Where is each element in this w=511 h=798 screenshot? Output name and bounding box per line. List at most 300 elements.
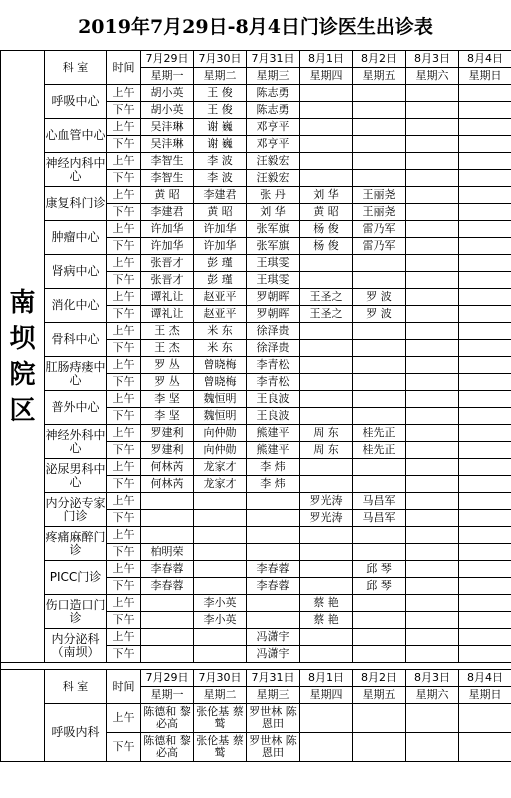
doctor-cell (247, 510, 300, 527)
doctor-cell (300, 85, 353, 102)
column-header-weekday: 星期三 (247, 68, 300, 85)
doctor-cell (406, 357, 459, 374)
doctor-cell: 柏明荣 (141, 544, 194, 561)
doctor-cell: 张伦基 蔡 鹫 (194, 733, 247, 762)
doctor-cell: 李 波 (194, 153, 247, 170)
doctor-cell: 王 杰 (141, 340, 194, 357)
doctor-cell: 张军旗 (247, 238, 300, 255)
doctor-cell (300, 391, 353, 408)
doctor-cell: 谢 巍 (194, 119, 247, 136)
doctor-cell (406, 510, 459, 527)
department-name: 呼吸内科 (45, 704, 107, 762)
doctor-cell (406, 629, 459, 646)
table-row (1, 85, 511, 102)
doctor-cell (406, 340, 459, 357)
doctor-cell (459, 527, 511, 544)
period-label: 下午 (107, 238, 141, 255)
doctor-cell: 吴沣琳 (141, 119, 194, 136)
doctor-cell: 罗朝晖 (247, 289, 300, 306)
table-row (1, 527, 511, 544)
doctor-cell (406, 323, 459, 340)
doctor-cell: 蔡 艳 (300, 612, 353, 629)
doctor-cell: 蔡 艳 (300, 595, 353, 612)
doctor-cell: 周 东 (300, 425, 353, 442)
doctor-cell (353, 459, 406, 476)
doctor-cell: 汪毅宏 (247, 170, 300, 187)
doctor-cell (459, 85, 511, 102)
period-label: 下午 (107, 136, 141, 153)
period-label: 上午 (107, 153, 141, 170)
table-row (1, 255, 511, 272)
doctor-cell: 罗 波 (353, 306, 406, 323)
doctor-cell: 李 坚 (141, 391, 194, 408)
column-header-date: 8月3日 (406, 51, 459, 68)
department-name: 肿瘤中心 (45, 221, 107, 255)
column-header-date: 7月31日 (247, 51, 300, 68)
doctor-cell (300, 323, 353, 340)
department-name: 内分泌专家门诊 (45, 493, 107, 527)
period-label: 上午 (107, 459, 141, 476)
department-name: 康复科门诊 (45, 187, 107, 221)
department-name: 伤口造口门诊 (45, 595, 107, 629)
doctor-cell (194, 561, 247, 578)
doctor-cell (300, 374, 353, 391)
doctor-cell: 王丽尧 (353, 187, 406, 204)
period-label: 上午 (107, 493, 141, 510)
column-header-weekday: 星期日 (459, 68, 511, 85)
doctor-cell: 马昌军 (353, 510, 406, 527)
table-row (1, 595, 511, 612)
header-row-dates (1, 670, 511, 687)
period-label: 下午 (107, 272, 141, 289)
doctor-cell: 魏恒明 (194, 408, 247, 425)
doctor-cell (406, 153, 459, 170)
doctor-cell (459, 170, 511, 187)
doctor-cell: 马昌军 (353, 493, 406, 510)
column-header-weekday: 星期四 (300, 68, 353, 85)
doctor-cell (247, 612, 300, 629)
doctor-cell: 李青松 (247, 357, 300, 374)
doctor-cell: 陈志勇 (247, 102, 300, 119)
period-label: 上午 (107, 595, 141, 612)
doctor-cell (459, 102, 511, 119)
doctor-cell (353, 102, 406, 119)
doctor-cell (406, 612, 459, 629)
doctor-cell (300, 704, 353, 733)
period-label: 上午 (107, 629, 141, 646)
doctor-cell: 向仲勋 (194, 425, 247, 442)
column-header-date: 8月2日 (353, 51, 406, 68)
doctor-cell: 赵亚平 (194, 306, 247, 323)
doctor-cell: 罗世林 陈恩田 (247, 704, 300, 733)
column-header-date: 8月4日 (459, 51, 511, 68)
period-label: 上午 (107, 85, 141, 102)
doctor-cell (300, 136, 353, 153)
period-label: 下午 (107, 408, 141, 425)
column-header-date: 8月1日 (300, 51, 353, 68)
doctor-cell (459, 544, 511, 561)
doctor-cell (406, 578, 459, 595)
doctor-cell: 龙家才 (194, 459, 247, 476)
doctor-cell (141, 493, 194, 510)
department-name: 内分泌科（南坝） (45, 629, 107, 663)
doctor-cell: 张伦基 蔡 鹫 (194, 704, 247, 733)
doctor-cell (459, 153, 511, 170)
column-header-weekday: 星期五 (353, 687, 406, 704)
table-row (1, 289, 511, 306)
doctor-cell (406, 136, 459, 153)
doctor-cell (406, 221, 459, 238)
doctor-cell: 许加华 (141, 238, 194, 255)
doctor-cell (406, 102, 459, 119)
doctor-cell (353, 170, 406, 187)
period-label: 下午 (107, 733, 141, 762)
column-header-date: 7月29日 (141, 670, 194, 687)
doctor-cell (141, 527, 194, 544)
doctor-cell: 周 东 (300, 442, 353, 459)
column-header-department: 科 室 (45, 670, 107, 704)
department-name: PICC门诊 (45, 561, 107, 595)
doctor-cell (459, 272, 511, 289)
table-row (1, 119, 511, 136)
doctor-cell (300, 153, 353, 170)
doctor-cell: 汪毅宏 (247, 153, 300, 170)
doctor-cell (300, 629, 353, 646)
period-label: 下午 (107, 544, 141, 561)
doctor-cell (406, 733, 459, 762)
column-header-date: 7月30日 (194, 670, 247, 687)
period-label: 下午 (107, 612, 141, 629)
doctor-cell (406, 493, 459, 510)
doctor-cell (406, 170, 459, 187)
doctor-cell: 许加华 (141, 221, 194, 238)
doctor-cell (459, 306, 511, 323)
doctor-cell (353, 255, 406, 272)
doctor-cell: 熊建平 (247, 442, 300, 459)
doctor-cell: 桂先正 (353, 425, 406, 442)
period-label: 上午 (107, 391, 141, 408)
doctor-cell (353, 476, 406, 493)
column-header-date: 7月29日 (141, 51, 194, 68)
doctor-cell (353, 595, 406, 612)
doctor-cell: 罗建利 (141, 442, 194, 459)
department-name: 呼吸中心 (45, 85, 107, 119)
doctor-cell (353, 85, 406, 102)
doctor-cell: 龙家才 (194, 476, 247, 493)
doctor-cell (300, 578, 353, 595)
campus-blank (1, 670, 45, 762)
table-row (1, 629, 511, 646)
doctor-cell: 李青松 (247, 374, 300, 391)
doctor-cell: 李小英 (194, 612, 247, 629)
doctor-cell (406, 425, 459, 442)
doctor-cell (459, 323, 511, 340)
doctor-cell (459, 629, 511, 646)
doctor-cell (406, 442, 459, 459)
doctor-cell: 王良波 (247, 391, 300, 408)
period-label: 下午 (107, 578, 141, 595)
period-label: 上午 (107, 527, 141, 544)
doctor-cell: 王琪雯 (247, 255, 300, 272)
doctor-cell: 刘 华 (247, 204, 300, 221)
doctor-cell (353, 527, 406, 544)
doctor-cell: 李 炜 (247, 476, 300, 493)
doctor-cell (459, 374, 511, 391)
doctor-cell (406, 238, 459, 255)
doctor-cell: 冯潇宇 (247, 629, 300, 646)
table-row (1, 459, 511, 476)
column-header-date: 7月30日 (194, 51, 247, 68)
doctor-cell: 陈德和 黎必高 (141, 733, 194, 762)
doctor-cell (459, 493, 511, 510)
doctor-cell (406, 289, 459, 306)
table-row (1, 357, 511, 374)
column-header-weekday: 星期五 (353, 68, 406, 85)
column-header-department: 科 室 (45, 51, 107, 85)
doctor-cell (194, 510, 247, 527)
doctor-cell: 罗光涛 (300, 493, 353, 510)
doctor-cell (353, 323, 406, 340)
doctor-cell (459, 255, 511, 272)
header-row-dates (1, 51, 511, 68)
department-name: 肛肠痔瘘中心 (45, 357, 107, 391)
doctor-cell (459, 187, 511, 204)
doctor-cell (247, 595, 300, 612)
department-name: 泌尿男科中心 (45, 459, 107, 493)
doctor-cell: 赵亚平 (194, 289, 247, 306)
doctor-cell (141, 646, 194, 663)
doctor-cell (300, 272, 353, 289)
doctor-cell (459, 612, 511, 629)
doctor-cell (353, 544, 406, 561)
doctor-cell: 彭 瑾 (194, 272, 247, 289)
doctor-cell (194, 493, 247, 510)
column-header-weekday: 星期二 (194, 687, 247, 704)
doctor-cell: 陈志勇 (247, 85, 300, 102)
doctor-cell: 王良波 (247, 408, 300, 425)
doctor-cell: 杨 俊 (300, 221, 353, 238)
doctor-cell: 黄 昭 (194, 204, 247, 221)
doctor-cell (300, 119, 353, 136)
period-label: 下午 (107, 442, 141, 459)
column-header-time: 时间 (107, 670, 141, 704)
doctor-cell (406, 459, 459, 476)
department-name: 骨科中心 (45, 323, 107, 357)
doctor-cell (353, 612, 406, 629)
doctor-cell: 李智生 (141, 170, 194, 187)
doctor-cell (300, 170, 353, 187)
doctor-cell: 王圣之 (300, 306, 353, 323)
doctor-cell (459, 425, 511, 442)
doctor-cell (353, 136, 406, 153)
doctor-cell (406, 544, 459, 561)
doctor-cell (406, 704, 459, 733)
doctor-cell (353, 629, 406, 646)
column-header-date: 7月31日 (247, 670, 300, 687)
doctor-cell: 胡小英 (141, 102, 194, 119)
doctor-cell: 罗 丛 (141, 357, 194, 374)
doctor-cell: 张 丹 (247, 187, 300, 204)
doctor-cell: 罗光涛 (300, 510, 353, 527)
doctor-cell: 李春蓉 (247, 578, 300, 595)
doctor-cell (406, 306, 459, 323)
schedule-table (0, 50, 511, 762)
doctor-cell (459, 357, 511, 374)
period-label: 下午 (107, 476, 141, 493)
doctor-cell: 谭礼让 (141, 289, 194, 306)
doctor-cell (141, 629, 194, 646)
doctor-cell: 罗 波 (353, 289, 406, 306)
doctor-cell (459, 289, 511, 306)
doctor-cell: 李智生 (141, 153, 194, 170)
column-header-date: 8月4日 (459, 670, 511, 687)
doctor-cell (300, 102, 353, 119)
table-row (1, 221, 511, 238)
doctor-cell: 王 杰 (141, 323, 194, 340)
doctor-cell (459, 340, 511, 357)
doctor-cell: 王 俊 (194, 85, 247, 102)
doctor-cell (459, 238, 511, 255)
page-title: 2019年7月29日-8月4日门诊医生出诊表 (78, 15, 433, 38)
doctor-cell (459, 408, 511, 425)
doctor-cell (300, 646, 353, 663)
doctor-cell (353, 340, 406, 357)
period-label: 下午 (107, 646, 141, 663)
doctor-cell: 曾晓梅 (194, 374, 247, 391)
doctor-cell: 黄 昭 (300, 204, 353, 221)
department-name: 心血管中心 (45, 119, 107, 153)
doctor-cell: 雷乃军 (353, 238, 406, 255)
doctor-cell (353, 153, 406, 170)
doctor-cell: 王圣之 (300, 289, 353, 306)
doctor-cell: 曾晓梅 (194, 357, 247, 374)
period-label: 下午 (107, 374, 141, 391)
doctor-cell: 谢 巍 (194, 136, 247, 153)
column-header-weekday: 星期六 (406, 687, 459, 704)
doctor-cell (300, 476, 353, 493)
doctor-cell (406, 119, 459, 136)
column-header-weekday: 星期日 (459, 687, 511, 704)
doctor-cell: 胡小英 (141, 85, 194, 102)
doctor-cell: 李 炜 (247, 459, 300, 476)
column-header-weekday: 星期二 (194, 68, 247, 85)
doctor-cell (459, 204, 511, 221)
doctor-cell (459, 561, 511, 578)
doctor-cell: 魏恒明 (194, 391, 247, 408)
doctor-cell: 许加华 (194, 238, 247, 255)
doctor-cell (247, 493, 300, 510)
doctor-cell: 陈德和 黎必高 (141, 704, 194, 733)
doctor-cell: 李春蓉 (141, 578, 194, 595)
doctor-cell (459, 595, 511, 612)
table-row (1, 561, 511, 578)
doctor-cell: 王丽尧 (353, 204, 406, 221)
doctor-cell (459, 578, 511, 595)
doctor-cell (353, 704, 406, 733)
column-header-weekday: 星期一 (141, 68, 194, 85)
doctor-cell (300, 340, 353, 357)
period-label: 上午 (107, 221, 141, 238)
doctor-cell (141, 595, 194, 612)
doctor-cell (300, 527, 353, 544)
doctor-cell (459, 646, 511, 663)
period-label: 下午 (107, 340, 141, 357)
doctor-cell (353, 357, 406, 374)
doctor-cell (353, 408, 406, 425)
department-name: 消化中心 (45, 289, 107, 323)
doctor-cell (353, 272, 406, 289)
period-label: 下午 (107, 306, 141, 323)
doctor-cell (194, 544, 247, 561)
doctor-cell: 罗世林 陈恩田 (247, 733, 300, 762)
doctor-cell (406, 85, 459, 102)
department-name: 神经外科中心 (45, 425, 107, 459)
doctor-cell (300, 733, 353, 762)
doctor-cell: 李建君 (141, 204, 194, 221)
period-label: 下午 (107, 170, 141, 187)
doctor-cell: 桂先正 (353, 442, 406, 459)
doctor-cell (406, 595, 459, 612)
doctor-cell (300, 544, 353, 561)
doctor-cell: 徐泽贵 (247, 340, 300, 357)
doctor-cell (353, 119, 406, 136)
period-label: 上午 (107, 704, 141, 733)
doctor-cell: 许加华 (194, 221, 247, 238)
doctor-cell: 邱 琴 (353, 561, 406, 578)
doctor-cell (459, 459, 511, 476)
doctor-cell (353, 391, 406, 408)
doctor-cell (406, 187, 459, 204)
doctor-cell: 王 俊 (194, 102, 247, 119)
column-header-time: 时间 (107, 51, 141, 85)
department-name: 肾病中心 (45, 255, 107, 289)
period-label: 上午 (107, 119, 141, 136)
department-name: 神经内科中心 (45, 153, 107, 187)
column-header-weekday: 星期四 (300, 687, 353, 704)
doctor-cell (194, 646, 247, 663)
doctor-cell: 黄 昭 (141, 187, 194, 204)
doctor-cell: 雷乃军 (353, 221, 406, 238)
doctor-cell (141, 612, 194, 629)
doctor-cell: 张军旗 (247, 221, 300, 238)
doctor-cell (141, 510, 194, 527)
doctor-cell: 张晋才 (141, 272, 194, 289)
period-label: 下午 (107, 204, 141, 221)
doctor-cell (406, 374, 459, 391)
doctor-cell (459, 476, 511, 493)
doctor-cell (459, 391, 511, 408)
doctor-cell: 吴沣琳 (141, 136, 194, 153)
period-label: 下午 (107, 102, 141, 119)
period-label: 上午 (107, 187, 141, 204)
column-header-date: 8月2日 (353, 670, 406, 687)
doctor-cell: 邓亨平 (247, 119, 300, 136)
period-label: 上午 (107, 425, 141, 442)
doctor-cell (459, 136, 511, 153)
doctor-cell: 李 坚 (141, 408, 194, 425)
doctor-cell: 李春蓉 (141, 561, 194, 578)
period-label: 上午 (107, 561, 141, 578)
table-row (1, 704, 511, 733)
table-row (1, 323, 511, 340)
period-label: 上午 (107, 289, 141, 306)
doctor-cell (300, 459, 353, 476)
column-header-date: 8月1日 (300, 670, 353, 687)
doctor-cell: 谭礼让 (141, 306, 194, 323)
doctor-cell: 李 波 (194, 170, 247, 187)
doctor-cell (247, 527, 300, 544)
doctor-cell: 刘 华 (300, 187, 353, 204)
